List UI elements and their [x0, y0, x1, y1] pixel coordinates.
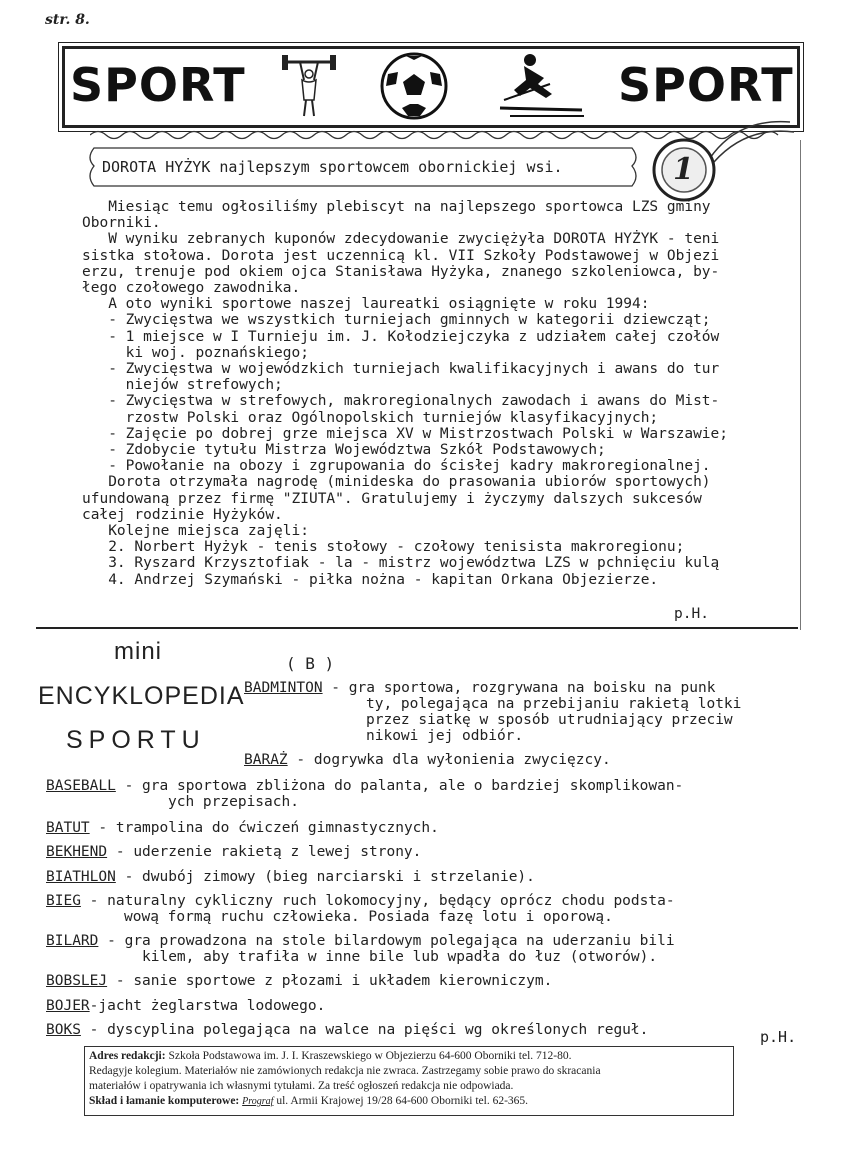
footer-address: Szkoła Podstawowa im. J. I. Kraszewskiego w Objezierzu 64-600 Oborniki tel. 712-80. — [168, 1050, 572, 1062]
footer-box — [84, 1046, 734, 1116]
article-line: - Zwycięstwa w strefowych, makroregionalnych zawodach i awans do Mist- — [82, 393, 720, 410]
article-line: W wyniku zebranych kuponów zdecydowanie zwyciężyła DOROTA HYŻYK - teni — [82, 231, 720, 248]
entry-baseball: BASEBALL - gra sportowa zbliżona do palanta, ale o bardziej skomplikowan- ych przepisach. — [46, 778, 684, 810]
footer-editorial: Redagује kolegium. Materiałów nie zamówionych redakcja nie zwraca. Zastrzegamy sobie prawo do skracania — [89, 1065, 601, 1077]
article-line: rzostw Polski oraz Ogólnopolskich turniejów klasyfikacyjnych; — [82, 409, 659, 426]
entry-badminton: BADMINTON - gra sportowa, rozgrywana na boisku na punk ty, polegająca na przebijaniu rakietą lotki przez siatkę w sposób utrudniający przeciw nikowi jej odbiór. — [244, 680, 742, 744]
section-divider — [36, 627, 798, 629]
article-line: Oborniki. — [82, 215, 161, 232]
medal-icon — [648, 118, 798, 204]
footer-typesetting-logo: Prograf — [242, 1096, 274, 1107]
skier-icon — [490, 50, 586, 120]
article-line: A oto wyniki sportowe naszej laureatki osiągnięte w roku 1994: — [82, 296, 650, 313]
article-line: - 1 miejsce w I Turnieju im. J. Kołodziejczyka z udziałem całej czołów — [82, 328, 720, 345]
article-line: sistka stołowa. Dorota jest uczennicą kl. VII Szkoły Podstawowej w Objezi — [82, 247, 720, 264]
article-line: - Zwycięstwa we wszystkich turniejach gminnych w kategorii dziewcząt; — [82, 312, 711, 329]
article-line: niejów strefowych; — [82, 377, 283, 394]
right-margin-line — [800, 140, 801, 630]
article-line: ki woj. poznańskiego; — [82, 344, 309, 361]
article-line: Dorota otrzymała nagrodę (minideska do prasowania ubiorów sportowych) — [82, 474, 711, 491]
header-title-left: SPORT — [70, 58, 246, 112]
article-line: ufundowaną przez firmę "ZIUTA". Gratulujemy i życzymy dalszych sukcesów — [82, 490, 702, 507]
entry-bobslej: BOBSLEJ - sanie sportowe z płozami i układem kierowniczym. — [46, 973, 553, 989]
entry-term: BADMINTON — [244, 680, 323, 696]
weightlifter-icon — [282, 52, 336, 118]
footer-typesetting-label: Skład i łamanie komputerowe: — [89, 1095, 240, 1107]
entry-bojer: BOJER-jacht żeglarstwa lodowego. — [46, 998, 326, 1014]
article-line: erzu, trenuje pod okiem ojca Stanisława Hyżyka, znanego szkoleniowca, by- — [82, 263, 720, 280]
entry-baraz: BARAŻ - dogrywka dla wyłonienia zwycięzcy. — [244, 752, 611, 768]
article-signature: p.H. — [674, 606, 709, 622]
article-line: - Zajęcie po dobrej grze miejsca XV w Mistrzostwach Polski w Warszawie; — [82, 425, 729, 442]
article-line: - Powołanie na obozy i zgrupowania do ścisłej kadry makroregionalnej. — [82, 458, 711, 475]
entry-bilard: BILARD - gra prowadzona na stole bilardowym polegająca na uderzaniu bili kilem, aby trafiła w inne bile lub wpadła do łuz (otworów). — [46, 933, 675, 965]
article-body — [82, 199, 728, 588]
entry-bieg: BIEG - naturalny cykliczny ruch lokomocyjny, będący oprócz chodu podsta- wową formą ruchu człowieka. Posiada fazę lotu i oporową. — [46, 893, 675, 925]
article-line: Kolejne miejsca zajęli: — [82, 523, 309, 540]
soccer-ball-icon — [380, 52, 448, 120]
entry-boks: BOKS - dyscyplina polegająca na walce na pięści wg określonych reguł. — [46, 1022, 649, 1038]
article-line: - Zdobycie tytułu Mistrza Województwa Szkół Podstawowych; — [82, 442, 606, 459]
article-line: 4. Andrzej Szymański - piłka nożna - kapitan Orkana Objezierze. — [82, 571, 659, 588]
entry-bekhend: BEKHEND - uderzenie rakietą z lewej strony. — [46, 844, 422, 860]
article-line: - Zwycięstwa w wojewódzkich turniejach kwalifikacyjnych i awans do tur — [82, 361, 720, 378]
footer-disclaimer: materiałów i opatrywania ich własnymi tytułami. Za treść ogłoszeń redakcja nie odpowiada. — [89, 1080, 514, 1092]
entry-batut: BATUT - trampolina do ćwiczeń gimnastycznych. — [46, 820, 439, 836]
medal-number: 1 — [673, 152, 694, 187]
footer-address-label: Adres redakcji: — [89, 1050, 166, 1062]
article-line: 3. Ryszard Krzysztofiak - la - mistrz województwa LZS w pchnięciu kulą — [82, 555, 720, 572]
encyclopedia-mini: mini — [114, 638, 163, 665]
encyclopedia-signature: p.H. — [760, 1028, 797, 1046]
headline: DOROTA HYŻYK najlepszym sportowcem obornickiej wsi. — [102, 158, 563, 176]
article-line: 2. Norbert Hyżyk - tenis stołowy - czołowy tenisista makroregionu; — [82, 539, 685, 556]
article-line: całej rodzinie Hyżyków. — [82, 506, 283, 523]
encyclopedia-letter: ( B ) — [286, 654, 335, 673]
header-title-right: SPORT — [618, 58, 794, 112]
page-label: str. 8. — [45, 12, 90, 28]
encyclopedia-title: ENCYKLOPEDIA — [38, 682, 245, 710]
article-line: Miesiąc temu ogłosiliśmy plebiscyt na najlepszego sportowca LZS gminy — [82, 199, 711, 215]
entry-biathlon: BIATHLON - dwubój zimowy (bieg narciarski i strzelanie). — [46, 869, 535, 885]
footer-typesetting-address: ul. Armii Krajowej 19/28 64-600 Oborniki tel. 62-365. — [276, 1095, 529, 1107]
article-line: łego czołowego zawodnika. — [82, 280, 301, 297]
encyclopedia-subtitle: SPORTU — [66, 726, 206, 754]
